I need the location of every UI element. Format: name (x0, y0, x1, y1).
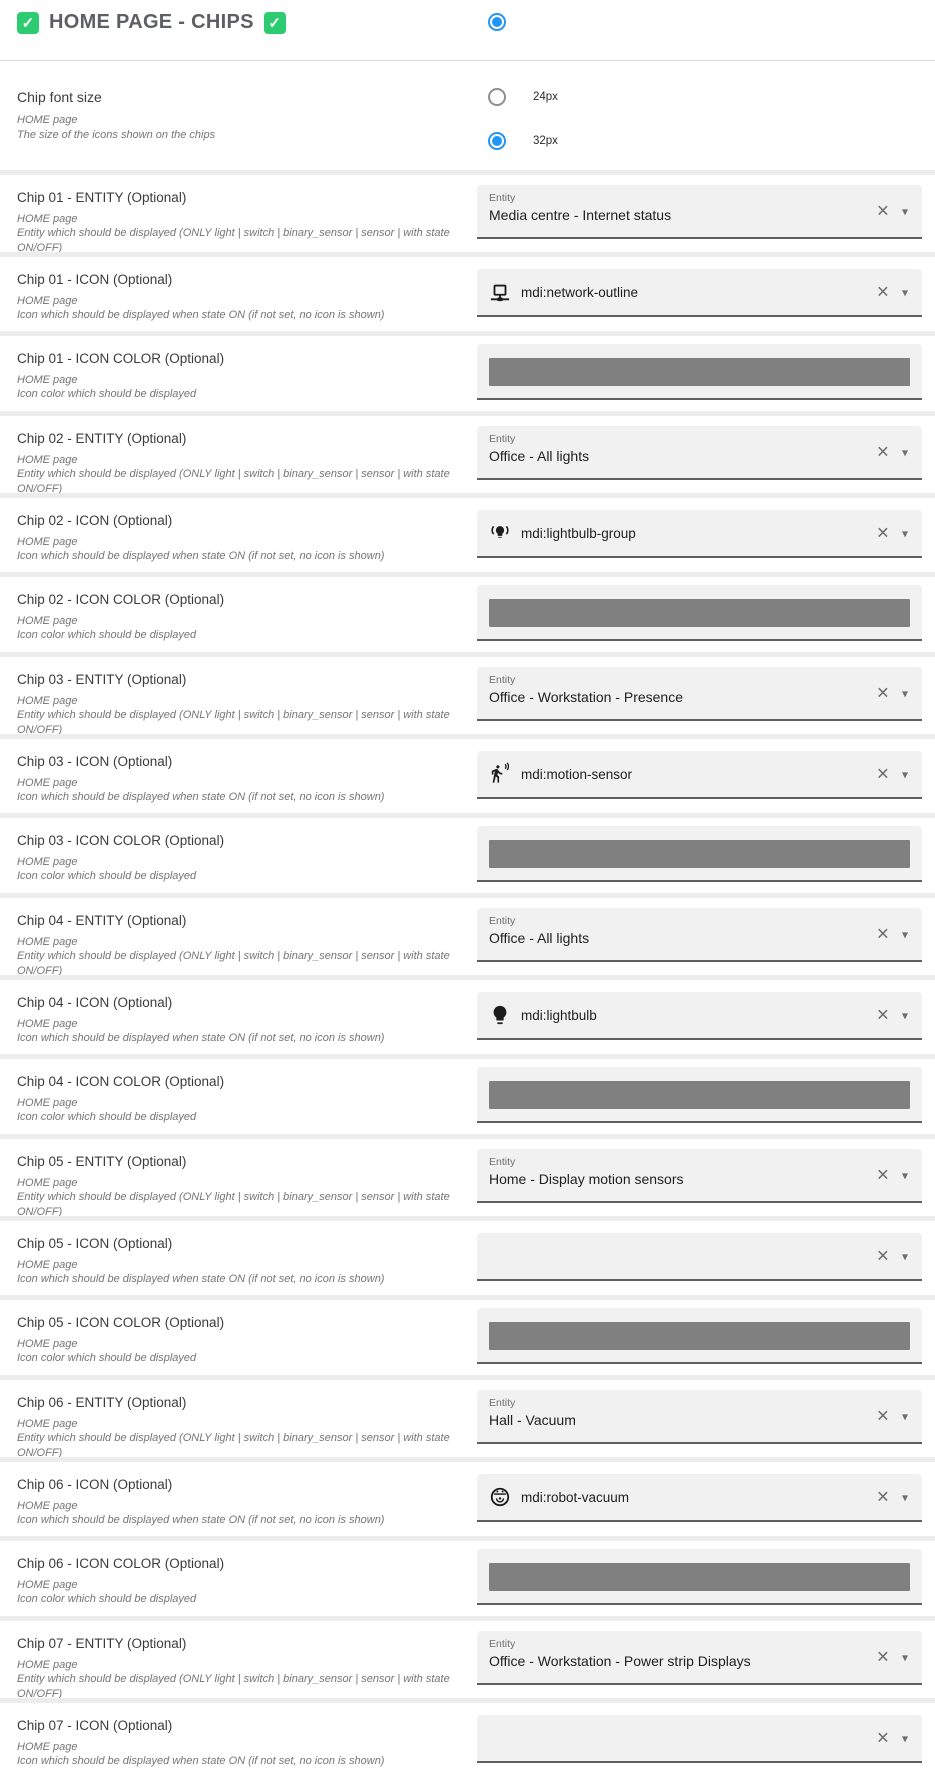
row-chip-05-entity (0, 1134, 935, 1216)
row-description: Entity which should be displayed (ONLY light | switch | binary_sensor | sensor | with state ON/OFF) (17, 950, 450, 977)
option-24px[interactable] (488, 88, 558, 106)
row-subtitle: HOME page (17, 536, 78, 548)
chevron-down-icon[interactable]: ▾ (901, 1490, 908, 1504)
entity-select[interactable] (477, 185, 922, 239)
field-label: Entity (489, 1156, 516, 1168)
option-label: 32px (533, 135, 558, 147)
header-radio[interactable] (488, 13, 506, 31)
field-value: Office - All lights (489, 930, 590, 946)
field-controls (877, 442, 908, 463)
chevron-down-icon[interactable]: ▾ (901, 927, 908, 941)
icon-select[interactable] (477, 1715, 922, 1763)
row-label: Chip font size (17, 89, 102, 105)
row-subtitle: HOME page (17, 1418, 78, 1430)
field-value: Office - All lights (489, 448, 590, 464)
icon-select[interactable] (477, 1233, 922, 1281)
row-label: Chip 04 - ENTITY (Optional) (17, 913, 187, 928)
field-value: Media centre - Internet status (489, 207, 672, 223)
color-input[interactable] (477, 1067, 922, 1123)
row-label: Chip 05 - ENTITY (Optional) (17, 1154, 187, 1169)
field-value: Office - Workstation - Presence (489, 689, 683, 705)
field-controls (877, 1165, 908, 1186)
icon-select[interactable] (477, 510, 922, 558)
clear-icon[interactable]: × (876, 1163, 889, 1187)
row-chip-01-color (0, 331, 935, 411)
page-title-text: HOME PAGE - CHIPS (49, 11, 254, 33)
row-description: Icon which should be displayed when state ON (if not set, no icon is shown) (17, 1273, 385, 1286)
row-description: Entity which should be displayed (ONLY light | switch | binary_sensor | sensor | with state ON/OFF) (17, 227, 450, 254)
field-controls (877, 764, 908, 785)
row-description: Icon which should be displayed when state ON (if not set, no icon is shown) (17, 550, 385, 563)
row-description: Icon which should be displayed when state ON (if not set, no icon is shown) (17, 791, 385, 804)
row-subtitle: HOME page (17, 1338, 78, 1350)
row-label: Chip 07 - ICON (Optional) (17, 1718, 173, 1733)
row-label: Chip 06 - ICON (Optional) (17, 1477, 173, 1492)
row-description: Icon which should be displayed when state ON (if not set, no icon is shown) (17, 1755, 385, 1768)
field-controls (877, 924, 908, 945)
field-value: mdi:lightbulb (521, 1007, 597, 1023)
row-chip-04-entity (0, 893, 935, 975)
row-chip-07-entity (0, 1616, 935, 1698)
clear-icon[interactable]: × (876, 1726, 889, 1750)
row-chip-05-icon (0, 1216, 935, 1295)
network-outline-icon (489, 281, 511, 303)
clear-icon[interactable]: × (876, 922, 889, 946)
row-label: Chip 02 - ENTITY (Optional) (17, 431, 187, 446)
color-input[interactable] (477, 1308, 922, 1364)
clear-icon[interactable]: × (876, 762, 889, 786)
color-swatch[interactable] (489, 599, 910, 627)
row-description: Entity which should be displayed (ONLY light | switch | binary_sensor | sensor | with state ON/OFF) (17, 468, 450, 495)
icon-select[interactable] (477, 1474, 922, 1522)
motion-sensor-icon (489, 763, 511, 785)
field-label: Entity (489, 915, 516, 927)
row-label: Chip 01 - ICON COLOR (Optional) (17, 351, 225, 366)
field-label: Entity (489, 1397, 516, 1409)
clear-icon[interactable]: × (876, 1404, 889, 1428)
field-controls (877, 1728, 908, 1749)
row-subtitle: HOME page (17, 1177, 78, 1189)
row-label: Chip 01 - ENTITY (Optional) (17, 190, 187, 205)
radio-24px[interactable] (488, 88, 506, 106)
field-value: mdi:network-outline (521, 284, 639, 300)
row-subtitle: HOME page (17, 1579, 78, 1591)
row-label: Chip 07 - ENTITY (Optional) (17, 1636, 187, 1651)
row-label: Chip 05 - ICON COLOR (Optional) (17, 1315, 225, 1330)
row-subtitle: HOME page (17, 1500, 78, 1512)
row-chip-02-icon (0, 493, 935, 572)
row-subtitle: HOME page (17, 114, 78, 126)
row-label: Chip 01 - ICON (Optional) (17, 272, 173, 287)
row-description: Icon color which should be displayed (17, 870, 197, 883)
chevron-down-icon[interactable]: ▾ (901, 1731, 908, 1745)
row-label: Chip 04 - ICON (Optional) (17, 995, 173, 1010)
row-chip-05-color (0, 1295, 935, 1375)
row-subtitle: HOME page (17, 374, 78, 386)
page-header (0, 0, 935, 60)
clear-icon[interactable]: × (876, 521, 889, 545)
row-subtitle: HOME page (17, 1259, 78, 1271)
row-description: Icon which should be displayed when state ON (if not set, no icon is shown) (17, 1514, 385, 1527)
row-chip-06-entity (0, 1375, 935, 1457)
field-label: Entity (489, 192, 516, 204)
clear-icon[interactable]: × (876, 1645, 889, 1669)
row-label: Chip 03 - ICON COLOR (Optional) (17, 833, 225, 848)
row-chip-04-color (0, 1054, 935, 1134)
color-swatch[interactable] (489, 1322, 910, 1350)
row-chip-font-size (0, 60, 935, 170)
field-controls (877, 523, 908, 544)
row-label: Chip 06 - ENTITY (Optional) (17, 1395, 187, 1410)
field-label: Entity (489, 1638, 516, 1650)
field-controls (877, 1647, 908, 1668)
chevron-down-icon[interactable]: ▾ (901, 1249, 908, 1263)
row-description: Icon which should be displayed when state ON (if not set, no icon is shown) (17, 309, 385, 322)
row-subtitle: HOME page (17, 777, 78, 789)
row-chip-01-icon (0, 252, 935, 331)
row-description: Entity which should be displayed (ONLY light | switch | binary_sensor | sensor | with state ON/OFF) (17, 1432, 450, 1459)
row-subtitle: HOME page (17, 454, 78, 466)
entity-select[interactable] (477, 667, 922, 721)
color-input[interactable] (477, 344, 922, 400)
option-32px[interactable] (488, 132, 558, 150)
entity-select[interactable] (477, 1149, 922, 1203)
row-label: Chip 03 - ENTITY (Optional) (17, 672, 187, 687)
row-subtitle: HOME page (17, 856, 78, 868)
field-controls (877, 201, 908, 222)
field-label: Entity (489, 674, 516, 686)
color-swatch[interactable] (489, 840, 910, 868)
field-controls (877, 683, 908, 704)
row-chip-02-entity (0, 411, 935, 493)
chevron-down-icon[interactable]: ▾ (901, 445, 908, 459)
field-value: Home - Display motion sensors (489, 1171, 684, 1187)
clear-icon[interactable]: × (876, 681, 889, 705)
field-value: mdi:motion-sensor (521, 766, 633, 782)
chevron-down-icon[interactable]: ▾ (901, 1650, 908, 1664)
chevron-down-icon[interactable]: ▾ (901, 526, 908, 540)
field-controls (877, 282, 908, 303)
row-description: Entity which should be displayed (ONLY light | switch | binary_sensor | sensor | with state ON/OFF) (17, 709, 450, 736)
option-label: 24px (533, 91, 558, 103)
check-mark-icon: ✓ (17, 12, 39, 34)
chevron-down-icon[interactable]: ▾ (901, 285, 908, 299)
check-mark-icon: ✓ (264, 12, 286, 34)
lightbulb-icon (489, 1004, 511, 1026)
clear-icon[interactable]: × (876, 280, 889, 304)
row-subtitle: HOME page (17, 695, 78, 707)
chevron-down-icon[interactable]: ▾ (901, 767, 908, 781)
chevron-down-icon[interactable]: ▾ (901, 1008, 908, 1022)
icon-select[interactable] (477, 992, 922, 1040)
field-value: mdi:robot-vacuum (521, 1489, 630, 1505)
row-chip-07-icon (0, 1698, 935, 1777)
row-subtitle: HOME page (17, 1659, 78, 1671)
row-subtitle: HOME page (17, 213, 78, 225)
page-title (17, 11, 935, 34)
chevron-down-icon[interactable]: ▾ (901, 1409, 908, 1423)
lightbulb-group-icon (489, 522, 511, 544)
field-controls (877, 1406, 908, 1427)
row-label: Chip 03 - ICON (Optional) (17, 754, 173, 769)
chevron-down-icon[interactable]: ▾ (901, 1168, 908, 1182)
row-description: Icon color which should be displayed (17, 1593, 197, 1606)
row-description: Icon color which should be displayed (17, 629, 197, 642)
color-input[interactable] (477, 1549, 922, 1605)
row-label: Chip 06 - ICON COLOR (Optional) (17, 1556, 225, 1571)
entity-select[interactable] (477, 1390, 922, 1444)
row-label: Chip 02 - ICON COLOR (Optional) (17, 592, 225, 607)
field-value: Hall - Vacuum (489, 1412, 576, 1428)
color-input[interactable] (477, 585, 922, 641)
chevron-down-icon[interactable]: ▾ (901, 686, 908, 700)
field-controls (877, 1487, 908, 1508)
row-description: Icon color which should be displayed (17, 1352, 197, 1365)
row-description: Icon color which should be displayed (17, 1111, 197, 1124)
row-label: Chip 04 - ICON COLOR (Optional) (17, 1074, 225, 1089)
color-swatch[interactable] (489, 1081, 910, 1109)
field-value: mdi:lightbulb-group (521, 525, 636, 541)
settings-rows (0, 170, 935, 1777)
row-chip-03-icon (0, 734, 935, 813)
row-label: Chip 02 - ICON (Optional) (17, 513, 173, 528)
clear-icon[interactable]: × (876, 199, 889, 223)
row-subtitle: HOME page (17, 295, 78, 307)
row-subtitle: HOME page (17, 1018, 78, 1030)
row-chip-06-icon (0, 1457, 935, 1536)
clear-icon[interactable]: × (876, 440, 889, 464)
row-chip-06-color (0, 1536, 935, 1616)
robot-vacuum-icon (489, 1486, 511, 1508)
font-size-options (488, 88, 558, 150)
color-swatch[interactable] (489, 358, 910, 386)
field-controls (877, 1005, 908, 1026)
row-subtitle: HOME page (17, 1097, 78, 1109)
field-value: Office - Workstation - Power strip Displays (489, 1653, 751, 1669)
radio-32px[interactable] (488, 132, 506, 150)
chevron-down-icon[interactable]: ▾ (901, 204, 908, 218)
row-description: Icon which should be displayed when state ON (if not set, no icon is shown) (17, 1032, 385, 1045)
row-chip-01-entity (0, 170, 935, 252)
row-chip-03-entity (0, 652, 935, 734)
color-swatch[interactable] (489, 1563, 910, 1591)
row-description: Icon color which should be displayed (17, 388, 197, 401)
row-subtitle: HOME page (17, 1741, 78, 1753)
entity-select[interactable] (477, 908, 922, 962)
clear-icon[interactable]: × (876, 1003, 889, 1027)
clear-icon[interactable]: × (876, 1244, 889, 1268)
entity-select[interactable] (477, 1631, 922, 1685)
icon-select[interactable] (477, 269, 922, 317)
row-subtitle: HOME page (17, 615, 78, 627)
icon-select[interactable] (477, 751, 922, 799)
color-input[interactable] (477, 826, 922, 882)
clear-icon[interactable]: × (876, 1485, 889, 1509)
row-description: Entity which should be displayed (ONLY light | switch | binary_sensor | sensor | with state ON/OFF) (17, 1191, 450, 1218)
row-description: Entity which should be displayed (ONLY light | switch | binary_sensor | sensor | with state ON/OFF) (17, 1673, 450, 1700)
row-chip-02-color (0, 572, 935, 652)
row-subtitle: HOME page (17, 936, 78, 948)
row-chip-03-color (0, 813, 935, 893)
field-controls (877, 1246, 908, 1267)
row-chip-04-icon (0, 975, 935, 1054)
entity-select[interactable] (477, 426, 922, 480)
field-label: Entity (489, 433, 516, 445)
row-label: Chip 05 - ICON (Optional) (17, 1236, 173, 1251)
row-description: The size of the icons shown on the chips (17, 128, 216, 141)
